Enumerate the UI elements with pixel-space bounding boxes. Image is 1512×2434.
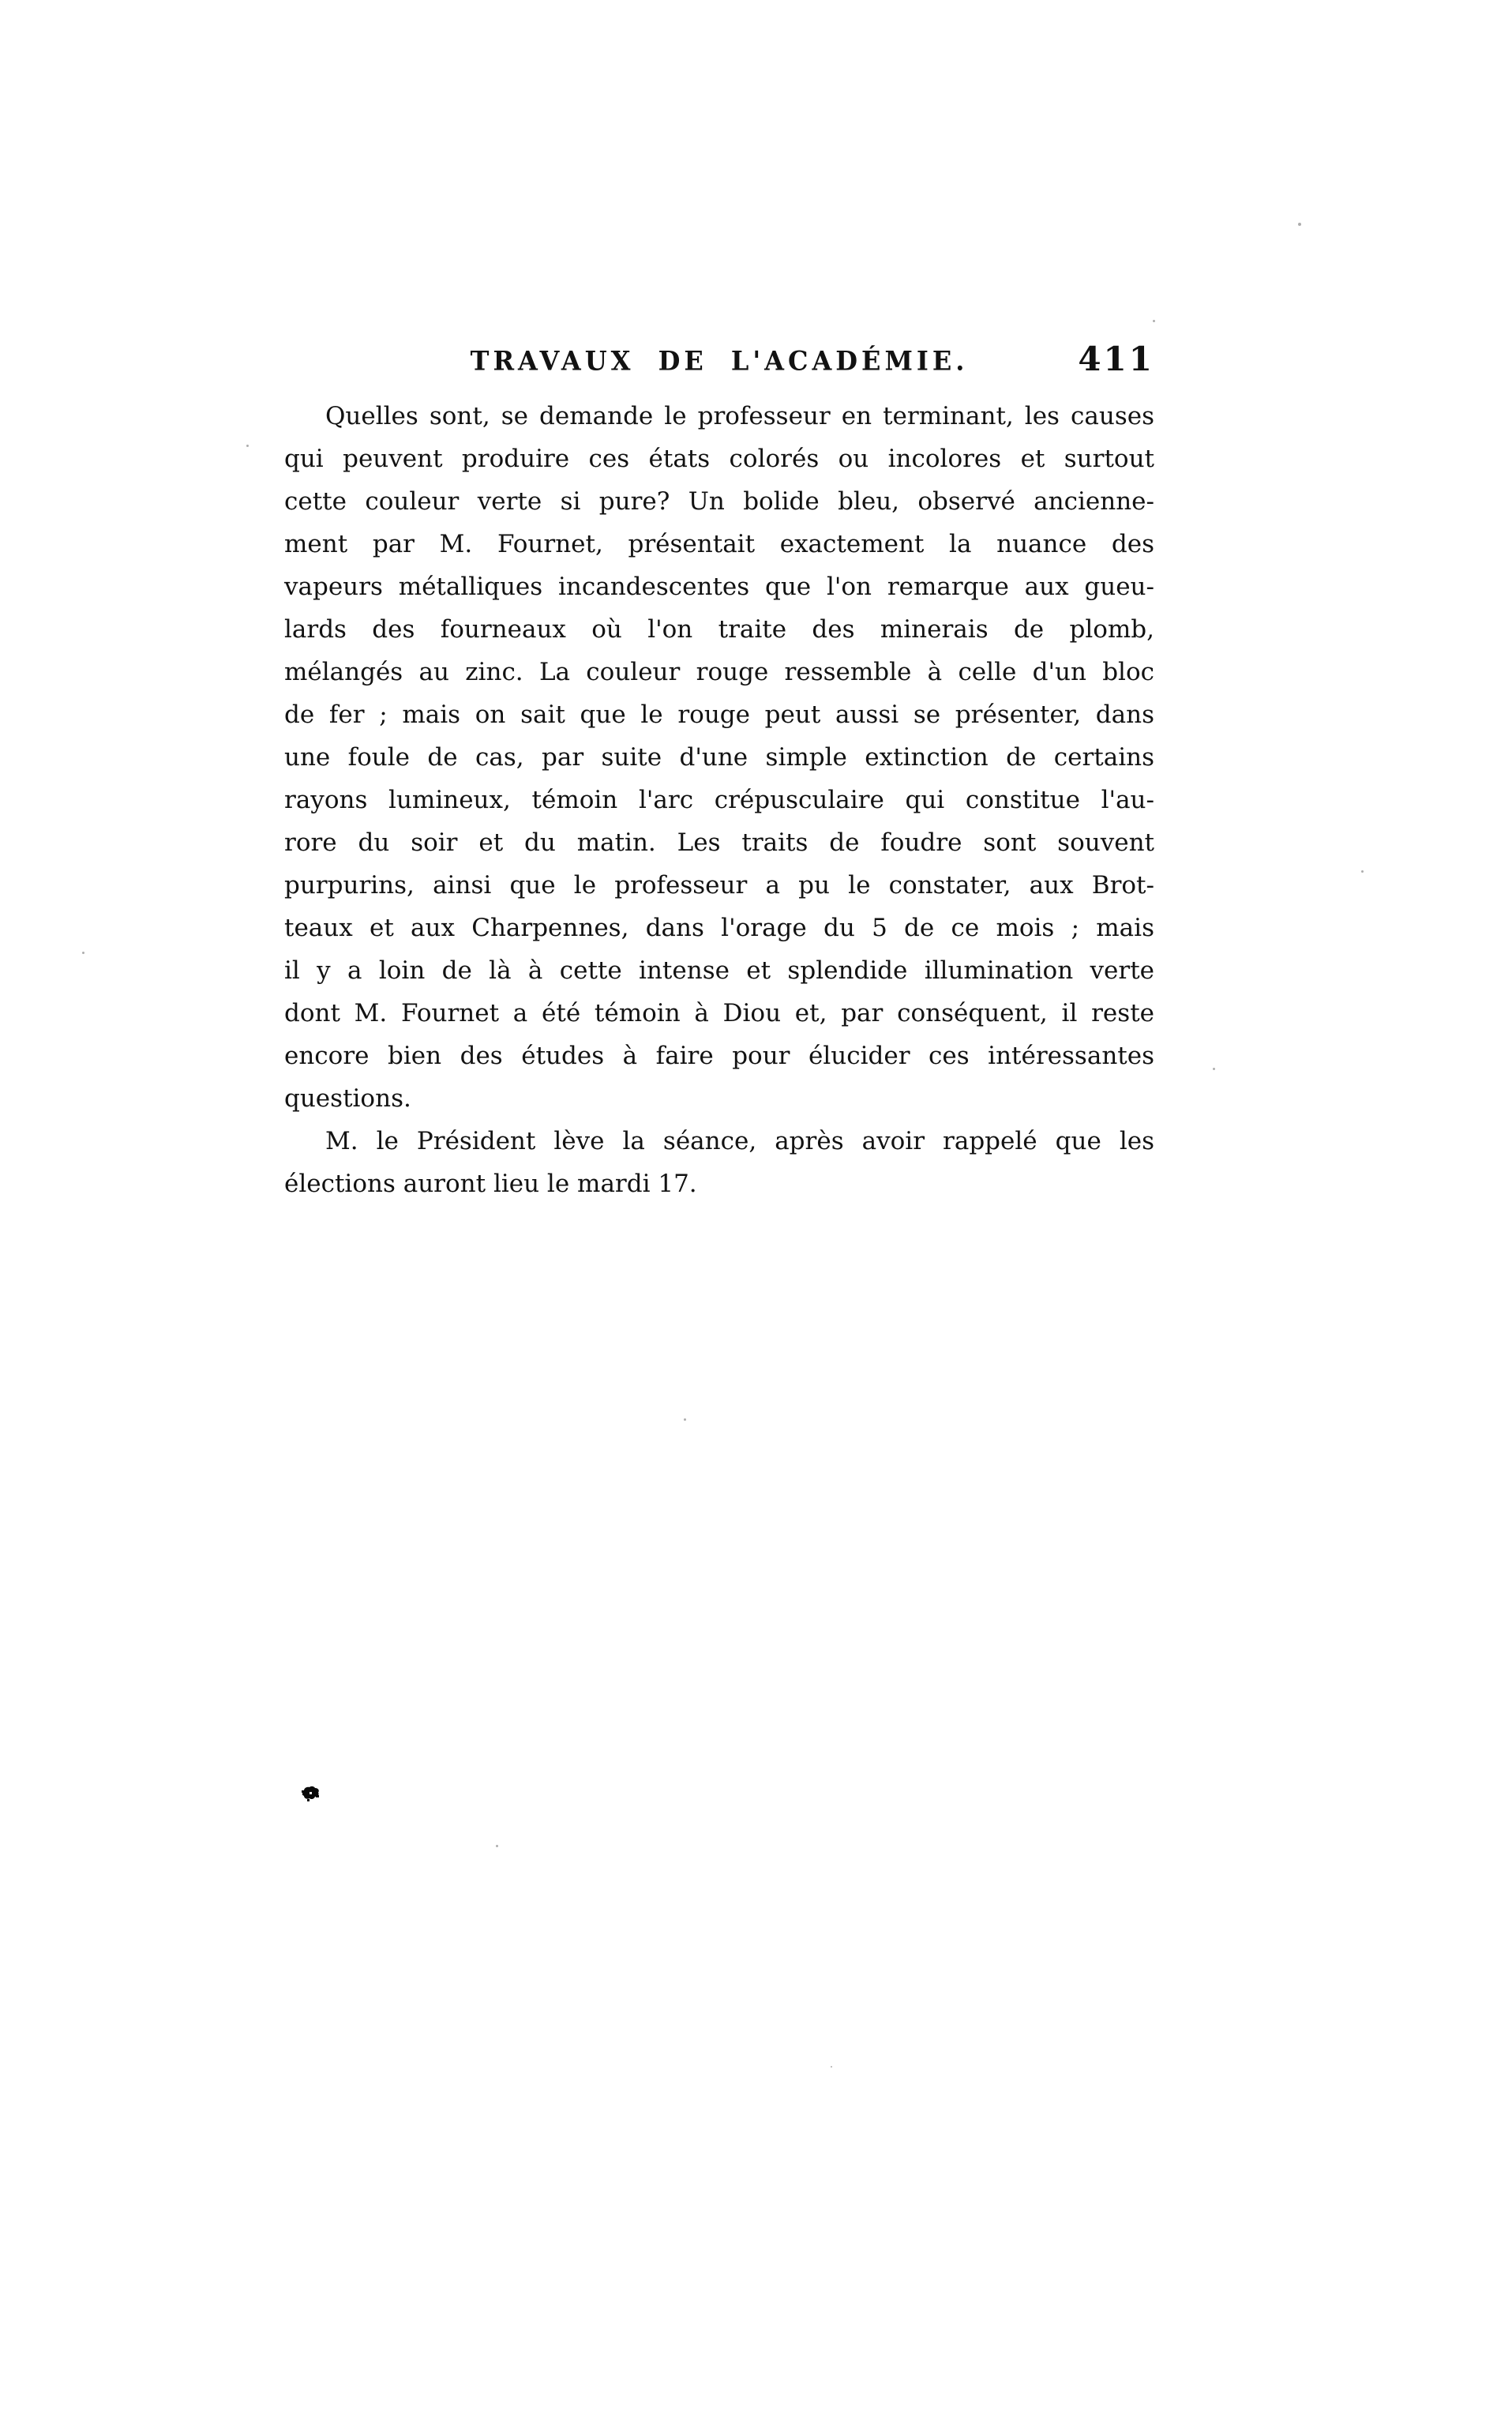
text-line: qui peuvent produire ces états colorés ou incolores et surtout xyxy=(284,445,1154,473)
scan-speck xyxy=(1361,870,1364,873)
text-line: lards des fourneaux où l'on traite des minerais de plomb, xyxy=(284,615,1154,644)
text-line: Quelles sont, se demande le professeur en terminant, les causes xyxy=(325,402,1154,430)
running-header-title: TRAVAUX DE L'ACADÉMIE. xyxy=(470,345,969,377)
text-line: rore du soir et du matin. Les traits de foudre sont souvent xyxy=(284,828,1154,857)
scan-speck xyxy=(496,1845,498,1847)
text-line: élections auront lieu le mardi 17. xyxy=(284,1170,697,1198)
page-number: 411 xyxy=(1078,340,1154,378)
ink-blot xyxy=(299,1784,323,1805)
scan-speck xyxy=(1298,223,1301,226)
text-line: M. le Président lève la séance, après avoir rappelé que les xyxy=(325,1127,1154,1155)
text-line: dont M. Fournet a été témoin à Diou et, par conséquent, il reste xyxy=(284,999,1154,1027)
scan-speck xyxy=(1153,320,1155,322)
text-line: encore bien des études à faire pour élucider ces intéressantes xyxy=(284,1042,1154,1070)
text-line: vapeurs métalliques incandescentes que l'on remarque aux gueu- xyxy=(284,573,1154,601)
running-header xyxy=(284,340,1154,385)
paragraph xyxy=(284,1120,1154,1205)
text-line: teaux et aux Charpennes, dans l'orage du 5 de ce mois ; mais xyxy=(284,914,1154,942)
text-line: il y a loin de là à cette intense et splendide illumination verte xyxy=(284,956,1154,985)
scan-speck xyxy=(246,445,249,447)
text-line: de fer ; mais on sait que le rouge peut aussi se présenter, dans xyxy=(284,701,1154,729)
scan-speck xyxy=(684,1418,686,1421)
text-line: mélangés au zinc. La couleur rouge ressemble à celle d'un bloc xyxy=(284,658,1154,686)
body-text xyxy=(284,395,1154,1205)
scan-speck xyxy=(831,2066,832,2068)
paragraph xyxy=(284,395,1154,1120)
text-line: purpurins, ainsi que le professeur a pu le constater, aux Brot- xyxy=(284,871,1154,900)
text-line: rayons lumineux, témoin l'arc crépusculaire qui constitue l'au- xyxy=(284,786,1154,814)
text-line: questions. xyxy=(284,1084,411,1113)
text-line: ment par M. Fournet, présentait exactement la nuance des xyxy=(284,530,1154,558)
text-line: une foule de cas, par suite d'une simple extinction de certains xyxy=(284,743,1154,772)
scan-speck xyxy=(1213,1068,1215,1070)
text-line: cette couleur verte si pure? Un bolide bleu, observé ancienne- xyxy=(284,487,1154,516)
scan-speck xyxy=(82,952,84,954)
